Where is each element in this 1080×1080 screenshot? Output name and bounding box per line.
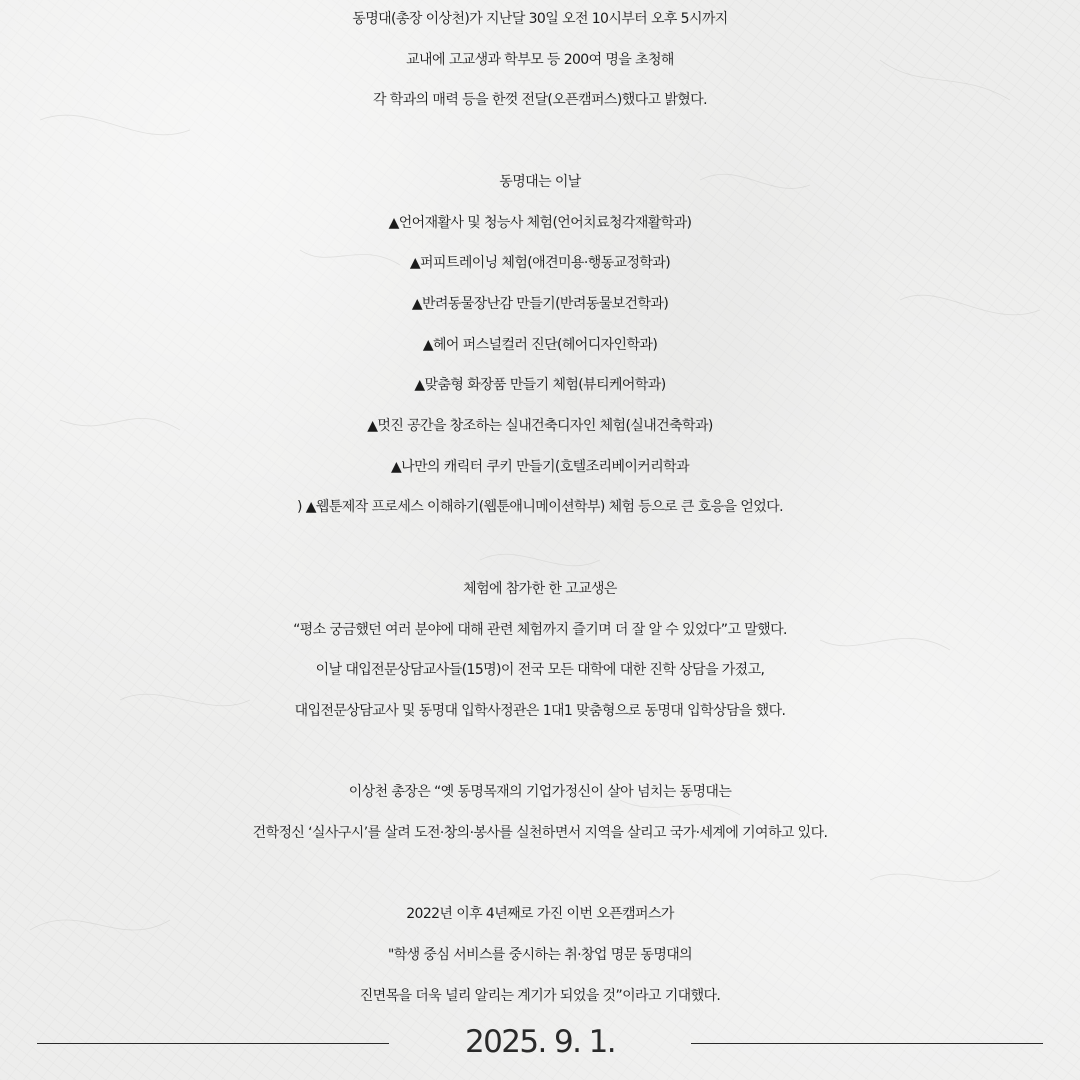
article-line: ▲헤어 퍼스널컬러 진단(헤어디자인학과) <box>422 337 658 353</box>
publication-date: 2025. 9. 1. <box>464 1024 615 1060</box>
article-line: “평소 궁금했던 여러 분야에 대해 관련 체험까지 즐기며 더 잘 알 수 있었다”고 말했다. <box>293 622 787 638</box>
article-line: 2022년 이후 4년째로 가진 이번 오픈캠퍼스가 <box>406 906 674 922</box>
article-line: 체험에 참가한 한 고교생은 <box>463 581 617 597</box>
article-line: ) ▲웹툰제작 프로세스 이해하기(웹툰애니메이션학부) 체험 등으로 큰 호응을 얻었다. <box>297 499 783 515</box>
article-line: 이상천 총장은 “옛 동명목재의 기업가정신이 살아 넘치는 동명대는 <box>348 784 732 800</box>
article-line: "학생 중심 서비스를 중시하는 취·창업 명문 동명대의 <box>387 947 693 963</box>
article-line: 교내에 고교생과 학부모 등 200여 명을 초청해 <box>406 52 674 68</box>
article-line: 진면목을 더욱 널리 알리는 계기가 되었을 것”이라고 기대했다. <box>359 988 721 1004</box>
article-line: 이날 대입전문상담교사들(15명)이 전국 모든 대학에 대한 진학 상담을 가졌고, <box>315 662 765 678</box>
right-divider-line <box>691 1043 1043 1044</box>
article-line: 각 학과의 매력 등을 한껏 전달(오픈캠퍼스)했다고 밝혔다. <box>373 92 707 108</box>
article-line: ▲맞춤형 화장품 만들기 체험(뷰티케어학과) <box>414 377 666 393</box>
article-line: ▲멋진 공간을 창조하는 실내건축디자인 체험(실내건축학과) <box>367 418 713 434</box>
article-line: ▲반려동물장난감 만들기(반려동물보건학과) <box>411 296 669 312</box>
article-line: ▲퍼피트레이닝 체험(애견미용·행동교정학과) <box>409 255 671 271</box>
date-footer <box>0 1020 1080 1068</box>
article-line: ▲언어재활사 및 청능사 체험(언어치료청각재활학과) <box>388 215 692 231</box>
article-line: 대입전문상담교사 및 동명대 입학사정관은 1대1 맞춤형으로 동명대 입학상담을 했다. <box>294 703 786 719</box>
article-line: 동명대는 이날 <box>499 174 581 190</box>
article-line: 건학정신 ‘실사구시’를 살려 도전·창의·봉사를 실천하면서 지역을 살리고 국가·세계에 기여하고 있다. <box>252 825 828 841</box>
article-line: ▲나만의 캐릭터 쿠키 만들기(호텔조리베이커리학과 <box>391 459 689 475</box>
left-divider-line <box>37 1043 389 1044</box>
article-line: 동명대(총장 이상천)가 지난달 30일 오전 10시부터 오후 5시까지 <box>352 11 728 27</box>
